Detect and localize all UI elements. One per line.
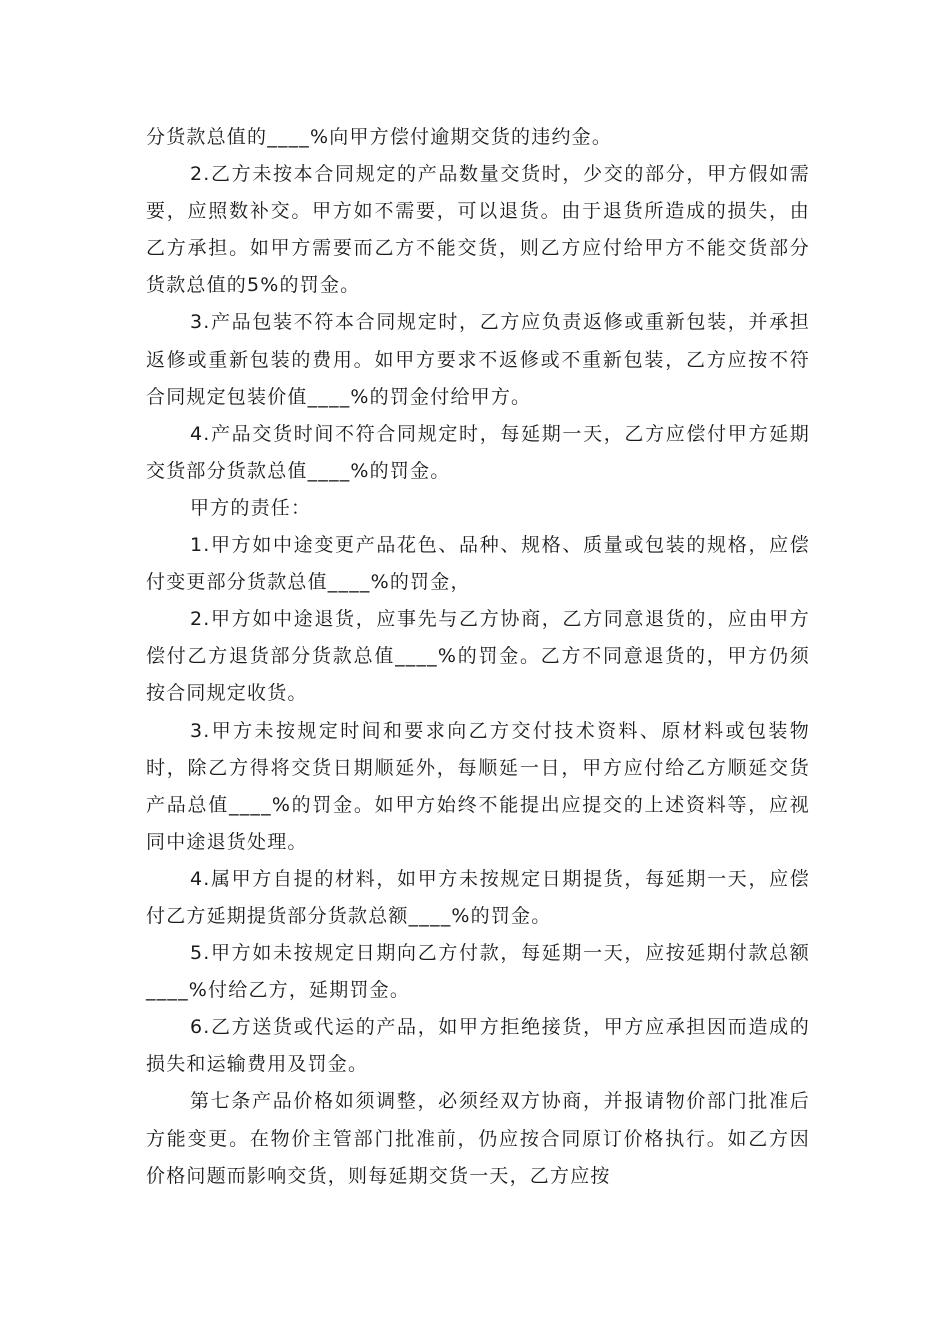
- paragraph-seller-clause-3: 3.产品包装不符本合同规定时，乙方应负责返修或重新包装，并承担返修或重新包装的费用。如甲方要求不返修或不重新包装，乙方应按不符合同规定包装价值____%的罚金付给甲方。: [146, 311, 810, 408]
- paragraph-buyer-clause-2: 2.甲方如中途退货，应事先与乙方协商，乙方同意退货的，应由甲方偿付乙方退货部分货款总值____%的罚金。乙方不同意退货的，甲方仍须按合同规定收货。: [146, 608, 810, 705]
- paragraph-buyer-clause-6: 6.乙方送货或代运的产品，如甲方拒绝接货，甲方应承担因而造成的损失和运输费用及罚金。: [146, 1016, 810, 1076]
- paragraph-seller-clause-2: 2.乙方未按本合同规定的产品数量交货时，少交的部分，甲方假如需要，应照数补交。甲方如不需要，可以退货。由于退货所造成的损失，由乙方承担。如甲方需要而乙方不能交货，则乙方应付给甲方不能交货部分货款总值的5%的罚金。: [146, 163, 810, 297]
- document-body: [146, 119, 810, 1195]
- paragraph-seller-clause-4: 4.产品交货时间不符合同规定时，每延期一天，乙方应偿付甲方延期交货部分货款总值____%的罚金。: [146, 422, 810, 482]
- section-heading-buyer-responsibility: 甲方的责任：: [190, 496, 312, 519]
- paragraph-buyer-clause-4: 4.属甲方自提的材料，如甲方未按规定日期提货，每延期一天，应偿付乙方延期提货部分货款总额____%的罚金。: [146, 867, 810, 927]
- paragraph-buyer-clause-5: 5.甲方如未按规定日期向乙方付款，每延期一天，应按延期付款总额____%付给乙方，延期罚金。: [146, 942, 810, 1002]
- paragraph-continuation: 分货款总值的____%向甲方偿付逾期交货的违约金。: [146, 126, 613, 148]
- paragraph-article-7: 第七条产品价格如须调整，必须经双方协商，并报请物价部门批准后方能变更。在物价主管部门批准前，仍应按合同原订价格执行。如乙方因价格问题而影响交货，则每延期交货一天，乙方应按: [146, 1090, 810, 1187]
- paragraph-buyer-clause-3: 3.甲方未按规定时间和要求向乙方交付技术资料、原材料或包装物时，除乙方得将交货日期顺延外，每顺延一日，甲方应付给乙方顺延交货产品总值____%的罚金。如甲方始终不能提出应提交的上述资料等，应视同中途退货处理。: [146, 719, 810, 853]
- paragraph-buyer-clause-1: 1.甲方如中途变更产品花色、品种、规格、质量或包装的规格，应偿付变更部分货款总值____%的罚金，: [146, 534, 810, 594]
